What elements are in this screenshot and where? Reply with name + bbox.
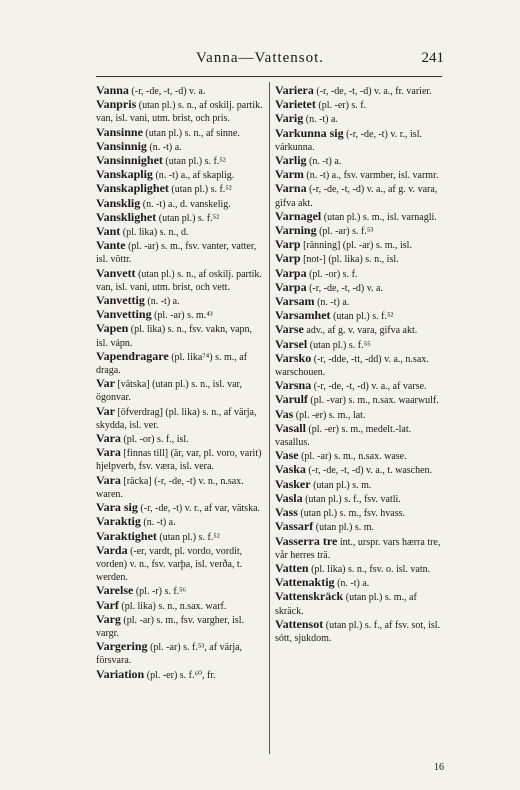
dictionary-entry: [96, 668, 264, 682]
dictionary-entry: [96, 432, 264, 446]
dictionary-entry: [275, 562, 443, 576]
entry-definition: (pl. lika⁷⁴) s. m., af draga.: [96, 351, 248, 377]
dictionary-entry: [275, 127, 443, 154]
headword: Vanvettig: [96, 293, 145, 308]
dictionary-entry: [96, 308, 264, 322]
headword: Varnagel: [275, 208, 322, 223]
dictionary-entry: [96, 211, 264, 225]
dictionary-entry: [96, 98, 264, 125]
entry-definition: (utan pl.) s. m.: [313, 522, 375, 534]
headword: Varig: [275, 111, 304, 126]
entry-definition: (n. -t) a.: [334, 578, 370, 590]
headword: Vara sig: [96, 500, 138, 515]
entry-definition: (n. -t) a., d. vanskelig.: [140, 198, 231, 210]
dictionary-entry: [275, 478, 443, 492]
dictionary-entry: [96, 126, 264, 140]
dictionary-entry: [96, 599, 264, 613]
headword: Vaska: [275, 462, 306, 477]
headword: Vapendragare: [96, 348, 169, 363]
entry-definition: (utan pl.) s. f.⁵²: [168, 184, 232, 196]
headword: Variation: [96, 666, 145, 681]
headword: Vara: [96, 472, 121, 487]
signature-mark: 16: [434, 762, 444, 773]
entry-definition: (-r, -de, -t, -d) v. a., af g. v. vara, gifva akt.: [275, 184, 438, 209]
dictionary-entry: [96, 140, 264, 154]
dictionary-entry: [275, 323, 443, 337]
headword: Vasserra tre: [275, 533, 338, 548]
dictionary-entry: [275, 379, 443, 393]
entry-definition: (-r, -de, -t, -d) v. a.: [306, 282, 383, 294]
dictionary-entry: [275, 98, 443, 112]
headword: Varsamhet: [275, 308, 331, 323]
dictionary-entry: [275, 168, 443, 182]
dictionary-entry: [275, 281, 443, 295]
entry-definition: (utan pl.) s. m.: [310, 479, 372, 491]
headword: Varulf: [275, 392, 308, 407]
column-divider: [269, 82, 270, 754]
entry-definition: (pl. -ar) s. m., fsv. vargher, isl. vargr.: [96, 614, 245, 639]
headword: Vapen: [96, 321, 129, 336]
entry-definition: [ränning] (pl. -ar) s. m., isl.: [300, 240, 412, 252]
headword: Vanpris: [96, 97, 137, 112]
headword: Varaktig: [96, 514, 141, 529]
headword: Vasker: [275, 476, 311, 491]
entry-definition: [finnas till] (är, var, pl. voro, varit) hjelpverb, fsv. væra, isl. vera.: [96, 448, 262, 473]
dictionary-entry: [275, 463, 443, 477]
headword: Vattensot: [275, 616, 324, 631]
entry-definition: (utan pl.) s. f.⁵²: [156, 212, 220, 224]
entry-definition: (n. -t) a.: [314, 297, 350, 309]
dictionary-entry: [96, 640, 264, 667]
entry-definition: (utan pl.) s. f.⁵²: [330, 311, 394, 323]
dictionary-entry: [96, 182, 264, 196]
headword: Vattenaktig: [275, 575, 335, 590]
dictionary-entry: [96, 405, 264, 432]
entry-definition: (pl. -or) s. f., isl.: [120, 434, 189, 446]
headword: Varpa: [275, 279, 307, 294]
dictionary-entry: [96, 350, 264, 377]
headword: Vante: [96, 238, 126, 253]
entry-definition: (n. -t) a.: [146, 141, 182, 153]
dictionary-entry: [96, 294, 264, 308]
entry-definition: (utan pl.) s. n., af oskilj. partik. van, isl. vani, utm. brist, och pris.: [96, 100, 263, 125]
entry-definition: (n. -t) a.: [144, 296, 180, 308]
dictionary-entry: [275, 520, 443, 534]
entry-definition: (pl. -ar) s. m., fsv. vanter, vatter, isl. vöttr.: [96, 241, 257, 266]
headword: Vas: [275, 406, 294, 421]
headword: Varaktighet: [96, 528, 157, 543]
entry-definition: [vätska] (utan pl.) s. n., isl. var, ögonvar.: [96, 379, 242, 404]
entry-definition: (utan pl.) s. m., fsv. hvass.: [297, 508, 406, 520]
headword: Vanskaplighet: [96, 181, 169, 196]
entry-definition: (utan pl.) s. n., af sinne.: [142, 127, 240, 139]
headword: Vattenskräck: [275, 589, 344, 604]
entry-definition: (-r, -de, -t, -d) v. a., t. waschen.: [305, 465, 433, 477]
headword: Var: [96, 376, 115, 391]
entry-definition: (n. -t) a.: [140, 517, 176, 529]
entry-definition: (pl. -er) s. m., medelt.-lat. vasallus.: [275, 423, 412, 449]
dictionary-entry: [96, 225, 264, 239]
entry-definition: int., urspr. vars hærra tre, vår herres trä.: [275, 536, 441, 561]
entry-definition: (pl. -ar) s. f.⁵³, af värja, försvara.: [96, 642, 243, 667]
entry-definition: (-r, -de, -t, -d) v. a., fr. varier.: [313, 86, 432, 97]
headword: Varsko: [275, 350, 312, 365]
dictionary-entry: [275, 309, 443, 323]
headword: Vara: [96, 431, 121, 446]
dictionary-entry: [275, 238, 443, 252]
header-rule: [96, 76, 442, 77]
dictionary-entry: [96, 446, 264, 473]
dictionary-entry: [96, 377, 264, 404]
dictionary-entry: [96, 84, 264, 98]
headword: Varelse: [96, 583, 134, 598]
dictionary-entry: [275, 422, 443, 449]
headword: Varning: [275, 223, 317, 238]
entry-definition: (utan pl.) s. m., af skräck.: [275, 592, 417, 617]
headword: Vansinnig: [96, 138, 147, 153]
dictionary-entry: [275, 618, 443, 645]
entry-definition: (-r, -dde, -tt, -dd) v. a., n.sax. warschouen.: [275, 353, 429, 379]
entry-definition: (-er, vardt, pl. vordo, vordit, vorden) v. n., fsv. varþa, isl. verða, t. werden.: [96, 545, 243, 584]
dictionary-entry: [96, 168, 264, 182]
dictionary-entry: [96, 501, 264, 515]
dictionary-entry: [275, 408, 443, 422]
entry-definition: (pl. -r) s. f.⁵⁶: [133, 586, 187, 598]
dictionary-entry: [96, 267, 264, 294]
dictionary-entry: [275, 154, 443, 168]
headword: Vanvett: [96, 265, 136, 280]
dictionary-entry: [96, 322, 264, 349]
entry-definition: (pl. lika) s. n., n.sax. warf.: [118, 600, 227, 612]
page-number: 241: [421, 50, 444, 66]
headword: Vara: [96, 445, 121, 460]
headword: Var: [96, 403, 115, 418]
dictionary-entry: [275, 535, 443, 562]
dictionary-entry: [96, 197, 264, 211]
headword: Vansinne: [96, 124, 143, 139]
dictionary-entry: [275, 449, 443, 463]
dictionary-entry: [275, 252, 443, 266]
dictionary-entry: [96, 515, 264, 529]
entry-definition: [not-] (pl. lika) s. n., isl.: [300, 254, 399, 266]
dictionary-entry: [275, 338, 443, 352]
headword: Varm: [275, 167, 304, 182]
entry-definition: (n. -t) a., af skaplig.: [152, 170, 235, 182]
entry-definition: (utan pl.) s. f., af fsv. sot, isl. sótt, sjukdom.: [275, 619, 441, 644]
entry-definition: (-r, -de, -t) v. r., isl. várkunna.: [275, 128, 422, 153]
right-column: [275, 84, 443, 645]
entry-definition: (utan pl.) s. m., isl. varnagli.: [321, 211, 437, 223]
entry-definition: (pl. lika) s. n., fsv. o. isl. vatn.: [308, 563, 431, 575]
dictionary-entry: [275, 84, 443, 98]
headword: Vansklig: [96, 195, 141, 210]
dictionary-entry: [275, 295, 443, 309]
entry-definition: (n. -t) a.: [303, 114, 338, 126]
entry-definition: (pl. -ar) s. m.⁴³: [151, 310, 213, 322]
dictionary-entry: [275, 210, 443, 224]
entry-definition: (pl. -var) s. m., n.sax. waarwulf.: [307, 395, 439, 407]
dictionary-entry: [96, 584, 264, 598]
entry-definition: (-r, -de, -t, -d) v. a.: [128, 86, 206, 97]
dictionary-entry: [275, 112, 443, 126]
entry-definition: (utan pl.) s. f.⁵²: [162, 156, 226, 168]
entry-definition: (pl. lika) s. n., fsv. vakn, vapn, isl. vápn.: [96, 324, 253, 349]
headword: Varda: [96, 542, 128, 557]
dictionary-entry: [275, 590, 443, 617]
headword: Vatten: [275, 560, 309, 575]
dictionary-entry: [96, 544, 264, 585]
headword: Varietet: [275, 97, 316, 112]
headword: Vargering: [96, 639, 148, 654]
entry-definition: (pl. -ar) s. f.⁵³: [316, 226, 374, 238]
entry-definition: (utan pl.) s. n., af oskilj. partik. van, isl. vani, utm. brist, och vett.: [96, 268, 262, 293]
entry-definition: (pl. -er) s. f.⁶⁰, fr.: [144, 669, 216, 681]
headword: Varf: [96, 597, 119, 612]
headword: Vant: [96, 224, 121, 239]
headword: Vanvetting: [96, 307, 152, 322]
entry-definition: (-r, -de, -t) v. r., af var, vätska.: [137, 503, 261, 515]
entry-definition: (pl. -er) s. f.: [315, 100, 367, 112]
headword: Vanskaplig: [96, 167, 153, 182]
dictionary-entry: [275, 182, 443, 209]
headword: Varp: [275, 237, 301, 252]
entry-definition: (pl. -er) s. m., lat.: [293, 409, 366, 421]
entry-definition: (n. -t) a., fsv. varmber, isl. varmr.: [303, 170, 439, 182]
headword: Varg: [96, 611, 121, 626]
entry-definition: (pl. -ar) s. m., n.sax. wase.: [298, 451, 407, 463]
headword: Variera: [275, 83, 314, 97]
entry-definition: (utan pl.) s. f.⁵²: [156, 531, 220, 543]
page-header: [96, 50, 444, 70]
headword: Vasall: [275, 420, 306, 435]
dictionary-entry: [275, 352, 443, 379]
headword: Varp: [275, 251, 301, 266]
headword: Vasla: [275, 490, 303, 505]
entry-definition: (pl. lika) s. n., d.: [120, 227, 189, 239]
entry-definition: [räcka] (-r, -de, -t) v. n., n.sax. waren.: [96, 475, 244, 500]
headword: Varkunna sig: [275, 125, 344, 140]
dictionary-entry: [96, 239, 264, 266]
headword: Vansklighet: [96, 209, 157, 224]
dictionary-entry: [275, 267, 443, 281]
headword: Vassarf: [275, 519, 314, 534]
entry-definition: (pl. -or) s. f.: [306, 268, 358, 280]
headword: Varlig: [275, 153, 307, 168]
headword: Vase: [275, 448, 299, 463]
headword: Varna: [275, 181, 307, 196]
headword: Vass: [275, 505, 298, 520]
dictionary-entry: [96, 154, 264, 168]
dictionary-entry: [96, 613, 264, 640]
headword: Varsna: [275, 378, 312, 393]
headword: Varsam: [275, 294, 315, 309]
dictionary-entry: [275, 506, 443, 520]
dictionary-entry: [275, 576, 443, 590]
dictionary-entry: [275, 393, 443, 407]
entry-definition: (n. -t) a.: [306, 156, 342, 168]
headword: Varsel: [275, 336, 308, 351]
headword: Varpa: [275, 265, 307, 280]
dictionary-entry: [275, 492, 443, 506]
entry-definition: adv., af g. v. vara, gifva akt.: [303, 325, 418, 337]
headword: Varse: [275, 322, 304, 337]
left-column: [96, 84, 264, 682]
entry-definition: (-r, -de, -t, -d) v. a., af varse.: [311, 381, 427, 393]
dictionary-entry: [275, 224, 443, 238]
entry-definition: [öfverdrag] (pl. lika) s. n., af värja, skydda, isl. ver.: [96, 406, 257, 431]
entry-definition: (utan pl.) s. f., fsv. vatli.: [302, 493, 401, 505]
dictionary-entry: [96, 474, 264, 501]
entry-definition: (utan pl.) s. f.⁵⁵: [307, 339, 371, 351]
headword: Vansinnighet: [96, 153, 163, 168]
running-title: Vanna—Vattensot.: [196, 50, 325, 66]
dictionary-entry: [96, 530, 264, 544]
headword: Vanna: [96, 83, 129, 97]
